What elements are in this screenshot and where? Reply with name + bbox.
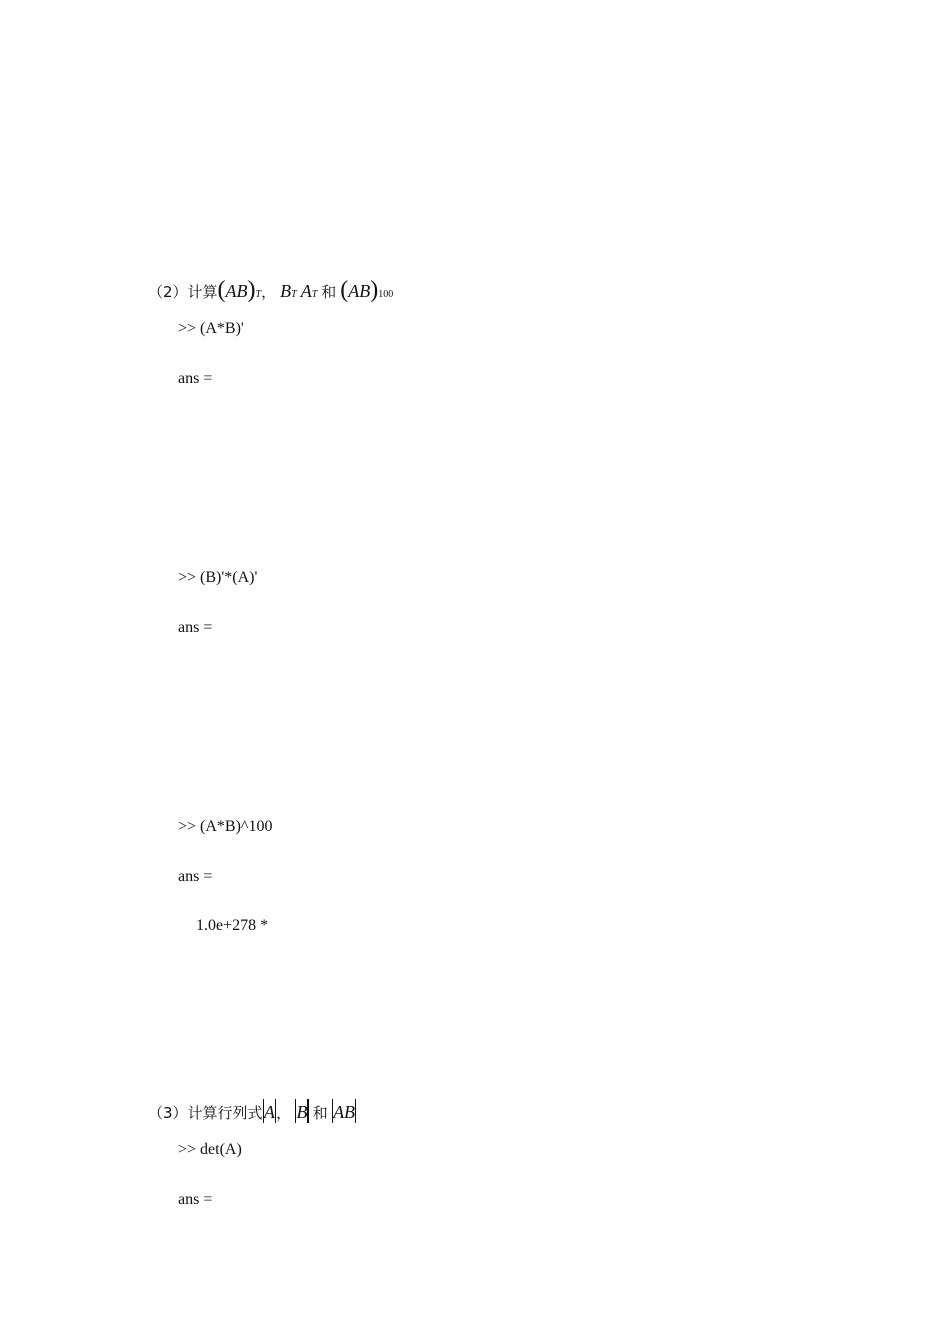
command-line: >> det(A) bbox=[178, 1141, 242, 1158]
comma: ， bbox=[261, 283, 277, 301]
command-line: >> (A*B)^100 bbox=[178, 818, 273, 835]
transpose-sup: T bbox=[255, 289, 262, 300]
ans-label: ans = bbox=[178, 370, 213, 387]
ab-symbol: AB bbox=[333, 1102, 356, 1122]
ans-label: ans = bbox=[178, 619, 213, 636]
b-symbol: B bbox=[280, 281, 292, 301]
command-line: >> (A*B)' bbox=[178, 320, 244, 337]
and-word: 和 bbox=[321, 283, 337, 301]
b-transpose-sup: T bbox=[291, 289, 297, 300]
b-symbol: B bbox=[296, 1102, 308, 1122]
ans-label: ans = bbox=[178, 1191, 213, 1208]
heading-3 bbox=[148, 1099, 356, 1123]
ab-symbol-2: AB bbox=[348, 281, 371, 301]
and-word: 和 bbox=[312, 1104, 328, 1122]
heading-3-prefix: （3）计算行列式 bbox=[148, 1104, 263, 1122]
heading-2 bbox=[148, 278, 393, 302]
comma: ， bbox=[276, 1104, 292, 1122]
ab-symbol: AB bbox=[225, 281, 248, 301]
paren-close-2: ) bbox=[370, 277, 379, 303]
command-line: >> (B)'*(A)' bbox=[178, 569, 258, 586]
a-symbol: A bbox=[300, 281, 312, 301]
scale-factor: 1.0e+278 * bbox=[196, 917, 269, 934]
paren-open: ( bbox=[217, 277, 226, 303]
power-sup: 100 bbox=[378, 289, 394, 300]
abs-bar bbox=[355, 1099, 356, 1123]
a-transpose-sup: T bbox=[311, 289, 318, 300]
ans-label: ans = bbox=[178, 868, 213, 885]
heading-2-prefix: （2）计算 bbox=[148, 283, 218, 301]
paren-open-2: ( bbox=[340, 277, 349, 303]
a-symbol: A bbox=[263, 1102, 275, 1122]
abs-bar bbox=[307, 1099, 308, 1123]
paren-close: ) bbox=[247, 277, 256, 303]
